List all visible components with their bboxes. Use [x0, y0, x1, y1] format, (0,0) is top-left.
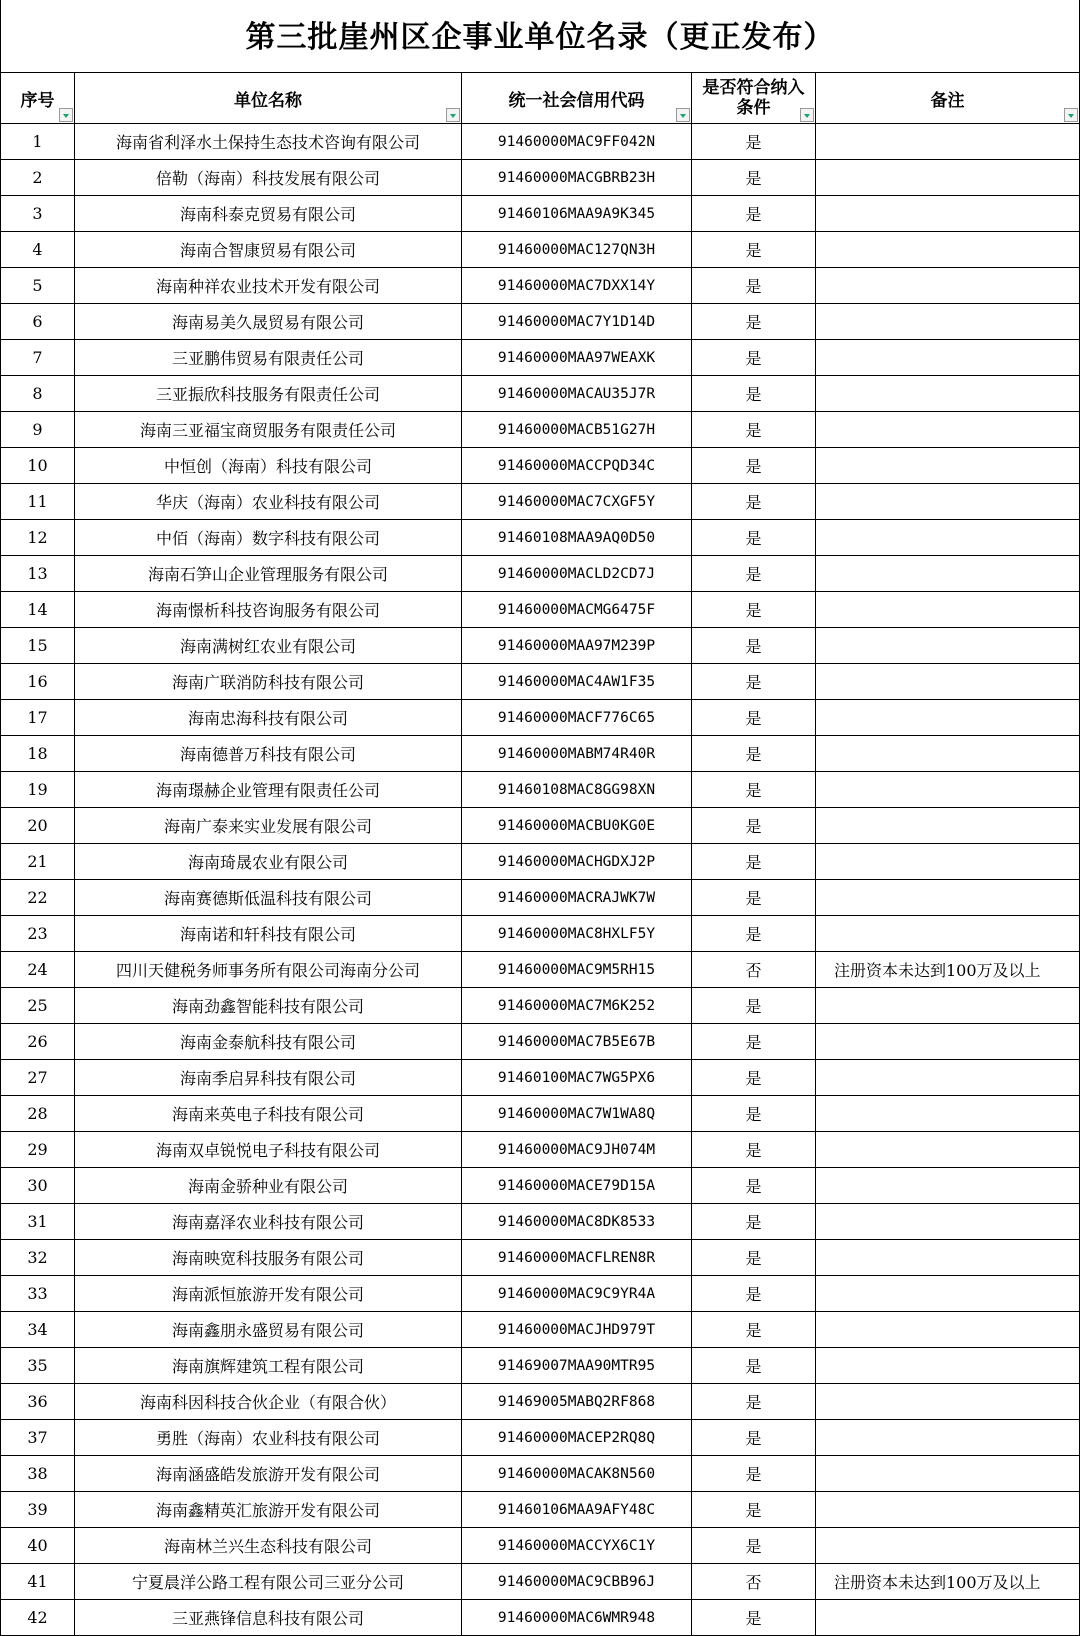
cell-code[interactable]: 91460000MAC7Y1D14D — [462, 304, 692, 340]
cell-index[interactable]: 18 — [1, 736, 75, 772]
cell-note[interactable] — [816, 1384, 1080, 1420]
cell-index[interactable]: 28 — [1, 1096, 75, 1132]
cell-name[interactable]: 海南种祥农业技术开发有限公司 — [75, 268, 462, 304]
cell-code[interactable]: 91460000MAA97WEAXK — [462, 340, 692, 376]
cell-index[interactable]: 22 — [1, 880, 75, 916]
cell-code[interactable]: 91460000MACGBRB23H — [462, 160, 692, 196]
cell-eligible[interactable]: 是 — [692, 124, 816, 160]
cell-eligible[interactable]: 是 — [692, 1456, 816, 1492]
cell-note[interactable] — [816, 556, 1080, 592]
cell-code[interactable]: 91460000MACEP2RQ8Q — [462, 1420, 692, 1456]
cell-note[interactable] — [816, 1060, 1080, 1096]
cell-index[interactable]: 15 — [1, 628, 75, 664]
cell-note[interactable] — [816, 1348, 1080, 1384]
cell-note[interactable] — [816, 448, 1080, 484]
cell-code[interactable]: 91460000MAC8HXLF5Y — [462, 916, 692, 952]
cell-name[interactable]: 海南鑫精英汇旅游开发有限公司 — [75, 1492, 462, 1528]
cell-eligible[interactable]: 是 — [692, 304, 816, 340]
cell-name[interactable]: 海南德普万科技有限公司 — [75, 736, 462, 772]
cell-name[interactable]: 海南双卓锐悦电子科技有限公司 — [75, 1132, 462, 1168]
cell-code[interactable]: 91460000MACFLREN8R — [462, 1240, 692, 1276]
table-row — [1, 808, 1080, 844]
cell-name[interactable]: 海南三亚福宝商贸服务有限责任公司 — [75, 412, 462, 448]
cell-name[interactable]: 海南广联消防科技有限公司 — [75, 664, 462, 700]
cell-note[interactable] — [816, 520, 1080, 556]
cell-note[interactable] — [816, 916, 1080, 952]
cell-code[interactable]: 91460000MACMG6475F — [462, 592, 692, 628]
cell-eligible[interactable]: 是 — [692, 1492, 816, 1528]
cell-note[interactable] — [816, 1600, 1080, 1636]
cell-name[interactable]: 海南季启昇科技有限公司 — [75, 1060, 462, 1096]
cell-name[interactable]: 海南派恒旅游开发有限公司 — [75, 1276, 462, 1312]
cell-index[interactable]: 20 — [1, 808, 75, 844]
cell-note[interactable] — [816, 376, 1080, 412]
cell-eligible[interactable]: 是 — [692, 736, 816, 772]
cell-name[interactable]: 海南满树红农业有限公司 — [75, 628, 462, 664]
table-row — [1, 484, 1080, 520]
cell-eligible[interactable]: 是 — [692, 700, 816, 736]
table-row — [1, 700, 1080, 736]
header-code-label: 统一社会信用代码 — [508, 90, 645, 111]
header-name — [75, 73, 462, 124]
cell-code[interactable]: 91460106MAA9A9K345 — [462, 196, 692, 232]
table-row — [1, 268, 1080, 304]
table-body — [1, 124, 1080, 1636]
cell-code[interactable]: 91460000MAC9CBB96J — [462, 1564, 692, 1600]
cell-eligible[interactable]: 是 — [692, 268, 816, 304]
cell-eligible[interactable]: 是 — [692, 1600, 816, 1636]
cell-eligible[interactable]: 是 — [692, 412, 816, 448]
cell-eligible[interactable]: 是 — [692, 1132, 816, 1168]
table-row — [1, 556, 1080, 592]
cell-code[interactable]: 91460100MAC7WG5PX6 — [462, 1060, 692, 1096]
table-row — [1, 1276, 1080, 1312]
cell-eligible[interactable]: 是 — [692, 880, 816, 916]
cell-eligible[interactable]: 是 — [692, 1384, 816, 1420]
cell-eligible[interactable]: 是 — [692, 1240, 816, 1276]
cell-code[interactable]: 91460000MACE79D15A — [462, 1168, 692, 1204]
cell-index[interactable]: 29 — [1, 1132, 75, 1168]
cell-index[interactable]: 33 — [1, 1276, 75, 1312]
table-row — [1, 1168, 1080, 1204]
table-row — [1, 520, 1080, 556]
cell-note[interactable]: 注册资本未达到100万及以上 — [816, 952, 1080, 988]
cell-index[interactable]: 37 — [1, 1420, 75, 1456]
cell-name[interactable]: 海南科因科技合伙企业（有限合伙） — [75, 1384, 462, 1420]
table-row — [1, 1564, 1080, 1600]
cell-note[interactable] — [816, 412, 1080, 448]
cell-note[interactable] — [816, 1024, 1080, 1060]
cell-code[interactable]: 91469007MAA90MTR95 — [462, 1348, 692, 1384]
cell-eligible[interactable]: 是 — [692, 1276, 816, 1312]
cell-name[interactable]: 华庆（海南）农业科技有限公司 — [75, 484, 462, 520]
cell-name[interactable]: 海南林兰兴生态科技有限公司 — [75, 1528, 462, 1564]
header-eligible — [692, 73, 816, 124]
cell-index[interactable]: 26 — [1, 1024, 75, 1060]
table-row — [1, 1492, 1080, 1528]
cell-eligible[interactable]: 是 — [692, 808, 816, 844]
cell-index[interactable]: 21 — [1, 844, 75, 880]
cell-name[interactable]: 宁夏晨洋公路工程有限公司三亚分公司 — [75, 1564, 462, 1600]
cell-index[interactable]: 25 — [1, 988, 75, 1024]
cell-code[interactable]: 91460000MACCPQD34C — [462, 448, 692, 484]
cell-index[interactable]: 2 — [1, 160, 75, 196]
cell-code[interactable]: 91460000MABM74R40R — [462, 736, 692, 772]
cell-name[interactable]: 海南涵盛皓发旅游开发有限公司 — [75, 1456, 462, 1492]
cell-note[interactable] — [816, 1528, 1080, 1564]
cell-note[interactable] — [816, 1456, 1080, 1492]
cell-eligible[interactable]: 是 — [692, 1096, 816, 1132]
cell-code[interactable]: 91460000MAC7CXGF5Y — [462, 484, 692, 520]
cell-code[interactable]: 91460000MAC4AW1F35 — [462, 664, 692, 700]
cell-index[interactable]: 7 — [1, 340, 75, 376]
header-note-label: 备注 — [930, 90, 965, 111]
cell-eligible[interactable]: 否 — [692, 952, 816, 988]
cell-code[interactable]: 91460000MAC6WMR948 — [462, 1600, 692, 1636]
cell-code[interactable]: 91460000MAC9JH074M — [462, 1132, 692, 1168]
cell-index[interactable]: 42 — [1, 1600, 75, 1636]
cell-name[interactable]: 三亚振欣科技服务有限责任公司 — [75, 376, 462, 412]
cell-eligible[interactable]: 是 — [692, 556, 816, 592]
cell-note[interactable] — [816, 1420, 1080, 1456]
cell-note[interactable] — [816, 1312, 1080, 1348]
cell-name[interactable]: 三亚鹏伟贸易有限责任公司 — [75, 340, 462, 376]
cell-index[interactable]: 38 — [1, 1456, 75, 1492]
table-row — [1, 1384, 1080, 1420]
cell-name[interactable]: 海南忠海科技有限公司 — [75, 700, 462, 736]
cell-index[interactable]: 24 — [1, 952, 75, 988]
filter-dropdown-icon[interactable] — [1064, 108, 1078, 122]
cell-eligible[interactable]: 是 — [692, 196, 816, 232]
cell-eligible[interactable]: 是 — [692, 232, 816, 268]
cell-index[interactable]: 16 — [1, 664, 75, 700]
table-row — [1, 1096, 1080, 1132]
cell-code[interactable]: 91460000MACJHD979T — [462, 1312, 692, 1348]
cell-code[interactable]: 91460000MAC7M6K252 — [462, 988, 692, 1024]
cell-note[interactable] — [816, 1240, 1080, 1276]
cell-note[interactable] — [816, 340, 1080, 376]
cell-eligible[interactable]: 是 — [692, 844, 816, 880]
table-row — [1, 1024, 1080, 1060]
cell-eligible[interactable]: 是 — [692, 988, 816, 1024]
cell-note[interactable] — [816, 808, 1080, 844]
header-name-label: 单位名称 — [234, 90, 302, 111]
cell-eligible[interactable]: 是 — [692, 1024, 816, 1060]
cell-index[interactable]: 41 — [1, 1564, 75, 1600]
filter-dropdown-icon[interactable] — [676, 108, 690, 122]
cell-index[interactable]: 13 — [1, 556, 75, 592]
table-row — [1, 592, 1080, 628]
cell-index[interactable]: 27 — [1, 1060, 75, 1096]
cell-index[interactable]: 36 — [1, 1384, 75, 1420]
cell-eligible[interactable]: 是 — [692, 1204, 816, 1240]
cell-eligible[interactable]: 是 — [692, 628, 816, 664]
cell-eligible[interactable]: 否 — [692, 1564, 816, 1600]
table-row — [1, 952, 1080, 988]
cell-code[interactable]: 91469005MABQ2RF868 — [462, 1384, 692, 1420]
table-row — [1, 304, 1080, 340]
cell-code[interactable]: 91460108MAC8GG98XN — [462, 772, 692, 808]
cell-note[interactable] — [816, 628, 1080, 664]
cell-name[interactable]: 三亚燕锋信息科技有限公司 — [75, 1600, 462, 1636]
cell-name[interactable]: 四川天健税务师事务所有限公司海南分公司 — [75, 952, 462, 988]
cell-index[interactable]: 23 — [1, 916, 75, 952]
cell-name[interactable]: 海南旗辉建筑工程有限公司 — [75, 1348, 462, 1384]
cell-note[interactable] — [816, 124, 1080, 160]
cell-code[interactable]: 91460000MACLD2CD7J — [462, 556, 692, 592]
cell-code[interactable]: 91460000MACB51G27H — [462, 412, 692, 448]
header-index-label: 序号 — [20, 90, 55, 111]
cell-index[interactable]: 14 — [1, 592, 75, 628]
cell-eligible[interactable]: 是 — [692, 160, 816, 196]
cell-eligible[interactable]: 是 — [692, 1168, 816, 1204]
cell-eligible[interactable]: 是 — [692, 1420, 816, 1456]
cell-eligible[interactable]: 是 — [692, 772, 816, 808]
cell-note[interactable] — [816, 484, 1080, 520]
cell-eligible[interactable]: 是 — [692, 1060, 816, 1096]
table-row — [1, 124, 1080, 160]
cell-code[interactable]: 91460000MAC7DXX14Y — [462, 268, 692, 304]
cell-code[interactable]: 91460000MACHGDXJ2P — [462, 844, 692, 880]
cell-eligible[interactable]: 是 — [692, 1312, 816, 1348]
table-row — [1, 628, 1080, 664]
cell-code[interactable]: 91460000MAC9C9YR4A — [462, 1276, 692, 1312]
table-row — [1, 1240, 1080, 1276]
cell-note[interactable] — [816, 772, 1080, 808]
cell-name[interactable]: 海南石笋山企业管理服务有限公司 — [75, 556, 462, 592]
table-row — [1, 736, 1080, 772]
cell-index[interactable]: 8 — [1, 376, 75, 412]
cell-index[interactable]: 17 — [1, 700, 75, 736]
cell-eligible[interactable]: 是 — [692, 484, 816, 520]
cell-name[interactable]: 海南省利泽水土保持生态技术咨询有限公司 — [75, 124, 462, 160]
cell-name[interactable]: 海南憬析科技咨询服务有限公司 — [75, 592, 462, 628]
table-row — [1, 196, 1080, 232]
cell-index[interactable]: 12 — [1, 520, 75, 556]
cell-name[interactable]: 倍勒（海南）科技发展有限公司 — [75, 160, 462, 196]
cell-code[interactable]: 91460000MAC8DK8533 — [462, 1204, 692, 1240]
cell-note[interactable] — [816, 592, 1080, 628]
cell-eligible[interactable]: 是 — [692, 1528, 816, 1564]
cell-index[interactable]: 4 — [1, 232, 75, 268]
cell-code[interactable]: 91460000MAC9M5RH15 — [462, 952, 692, 988]
cell-name[interactable]: 海南嘉泽农业科技有限公司 — [75, 1204, 462, 1240]
table-row — [1, 448, 1080, 484]
cell-code[interactable]: 91460000MAC9FF042N — [462, 124, 692, 160]
cell-eligible[interactable]: 是 — [692, 520, 816, 556]
cell-eligible[interactable]: 是 — [692, 376, 816, 412]
cell-name[interactable]: 海南金骄种业有限公司 — [75, 1168, 462, 1204]
table-row — [1, 664, 1080, 700]
table-row — [1, 988, 1080, 1024]
cell-index[interactable]: 9 — [1, 412, 75, 448]
cell-index[interactable]: 34 — [1, 1312, 75, 1348]
cell-name[interactable]: 中恒创（海南）科技有限公司 — [75, 448, 462, 484]
cell-name[interactable]: 海南鑫朋永盛贸易有限公司 — [75, 1312, 462, 1348]
header-code — [462, 73, 692, 124]
table-row — [1, 1600, 1080, 1636]
cell-note[interactable]: 注册资本未达到100万及以上 — [816, 1564, 1080, 1600]
cell-code[interactable]: 91460000MACBU0KG0E — [462, 808, 692, 844]
table-row — [1, 1348, 1080, 1384]
cell-index[interactable]: 11 — [1, 484, 75, 520]
cell-name[interactable]: 海南赛德斯低温科技有限公司 — [75, 880, 462, 916]
cell-code[interactable]: 91460000MAC127QN3H — [462, 232, 692, 268]
cell-code[interactable]: 91460106MAA9AFY48C — [462, 1492, 692, 1528]
table-row — [1, 160, 1080, 196]
cell-name[interactable]: 中佰（海南）数字科技有限公司 — [75, 520, 462, 556]
header-eligible-label-2: 条件 — [736, 98, 771, 118]
cell-name[interactable]: 海南合智康贸易有限公司 — [75, 232, 462, 268]
cell-note[interactable] — [816, 196, 1080, 232]
page-title: 第三批崖州区企事业单位名录（更正发布） — [0, 0, 1080, 72]
cell-code[interactable]: 91460108MAA9AQ0D50 — [462, 520, 692, 556]
cell-note[interactable] — [816, 664, 1080, 700]
cell-note[interactable] — [816, 1168, 1080, 1204]
cell-index[interactable]: 35 — [1, 1348, 75, 1384]
cell-index[interactable]: 40 — [1, 1528, 75, 1564]
cell-code[interactable]: 91460000MACAK8N560 — [462, 1456, 692, 1492]
filter-dropdown-icon[interactable] — [800, 108, 814, 122]
cell-code[interactable]: 91460000MAA97M239P — [462, 628, 692, 664]
table-row — [1, 916, 1080, 952]
table-row — [1, 232, 1080, 268]
cell-name[interactable]: 海南科泰克贸易有限公司 — [75, 196, 462, 232]
cell-index[interactable]: 6 — [1, 304, 75, 340]
table-row — [1, 1456, 1080, 1492]
cell-index[interactable]: 39 — [1, 1492, 75, 1528]
cell-name[interactable]: 海南琦晟农业有限公司 — [75, 844, 462, 880]
cell-note[interactable] — [816, 700, 1080, 736]
cell-code[interactable]: 91460000MAC7W1WA8Q — [462, 1096, 692, 1132]
cell-note[interactable] — [816, 1096, 1080, 1132]
cell-name[interactable]: 海南诺和轩科技有限公司 — [75, 916, 462, 952]
cell-note[interactable] — [816, 268, 1080, 304]
cell-index[interactable]: 19 — [1, 772, 75, 808]
filter-dropdown-icon[interactable] — [446, 108, 460, 122]
cell-name[interactable]: 海南来英电子科技有限公司 — [75, 1096, 462, 1132]
table-row — [1, 376, 1080, 412]
cell-index[interactable]: 32 — [1, 1240, 75, 1276]
cell-eligible[interactable]: 是 — [692, 340, 816, 376]
cell-code[interactable]: 91460000MACF776C65 — [462, 700, 692, 736]
cell-index[interactable]: 1 — [1, 124, 75, 160]
cell-note[interactable] — [816, 1492, 1080, 1528]
table-row — [1, 1204, 1080, 1240]
table-row — [1, 844, 1080, 880]
cell-note[interactable] — [816, 1132, 1080, 1168]
cell-note[interactable] — [816, 844, 1080, 880]
cell-code[interactable]: 91460000MAC7B5E67B — [462, 1024, 692, 1060]
company-table — [0, 72, 1080, 1636]
cell-name[interactable]: 海南广泰来实业发展有限公司 — [75, 808, 462, 844]
header-index — [1, 73, 75, 124]
cell-code[interactable]: 91460000MACRAJWK7W — [462, 880, 692, 916]
table-row — [1, 880, 1080, 916]
cell-eligible[interactable]: 是 — [692, 664, 816, 700]
filter-dropdown-icon[interactable] — [59, 108, 73, 122]
cell-code[interactable]: 91460000MACCYX6C1Y — [462, 1528, 692, 1564]
cell-note[interactable] — [816, 1204, 1080, 1240]
table-row — [1, 1420, 1080, 1456]
cell-eligible[interactable]: 是 — [692, 1348, 816, 1384]
cell-index[interactable]: 10 — [1, 448, 75, 484]
header-row — [1, 73, 1080, 124]
table-row — [1, 1132, 1080, 1168]
cell-eligible[interactable]: 是 — [692, 592, 816, 628]
table-row — [1, 412, 1080, 448]
table-row — [1, 772, 1080, 808]
cell-index[interactable]: 30 — [1, 1168, 75, 1204]
cell-note[interactable] — [816, 1276, 1080, 1312]
table-row — [1, 1312, 1080, 1348]
cell-note[interactable] — [816, 160, 1080, 196]
cell-eligible[interactable]: 是 — [692, 916, 816, 952]
cell-name[interactable]: 勇胜（海南）农业科技有限公司 — [75, 1420, 462, 1456]
cell-note[interactable] — [816, 232, 1080, 268]
cell-name[interactable]: 海南璟赫企业管理有限责任公司 — [75, 772, 462, 808]
cell-eligible[interactable]: 是 — [692, 448, 816, 484]
table-row — [1, 1528, 1080, 1564]
cell-index[interactable]: 3 — [1, 196, 75, 232]
cell-code[interactable]: 91460000MACAU35J7R — [462, 376, 692, 412]
cell-note[interactable] — [816, 988, 1080, 1024]
cell-index[interactable]: 5 — [1, 268, 75, 304]
cell-index[interactable]: 31 — [1, 1204, 75, 1240]
table-row — [1, 340, 1080, 376]
cell-name[interactable]: 海南映宽科技服务有限公司 — [75, 1240, 462, 1276]
table-row — [1, 1060, 1080, 1096]
cell-note[interactable] — [816, 304, 1080, 340]
cell-note[interactable] — [816, 736, 1080, 772]
header-eligible-label-1: 是否符合纳入 — [702, 78, 805, 98]
cell-name[interactable]: 海南劲鑫智能科技有限公司 — [75, 988, 462, 1024]
cell-note[interactable] — [816, 880, 1080, 916]
header-note — [816, 73, 1080, 124]
cell-name[interactable]: 海南金泰航科技有限公司 — [75, 1024, 462, 1060]
cell-name[interactable]: 海南易美久晟贸易有限公司 — [75, 304, 462, 340]
